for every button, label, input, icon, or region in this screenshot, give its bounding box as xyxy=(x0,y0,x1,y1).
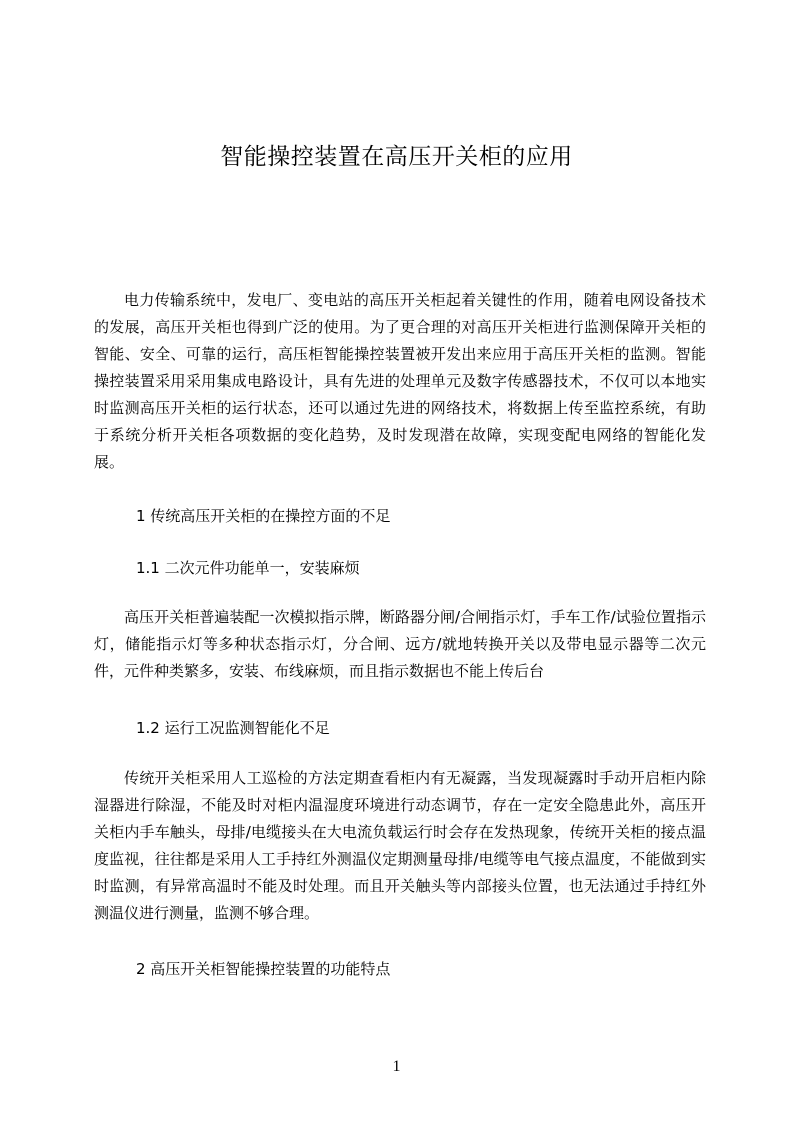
intro-paragraph: 电力传输系统中，发电厂、变电站的高压开关柜起着关键性的作用，随着电网设备技术的发展，高压开关柜也得到广泛的使用。为了更合理的对高压开关柜进行监测保障开关柜的智能、安全、可靠的运行，高压柜智能操控装置被开发出来应用于高压开关柜的监测。智能操控装置采用采用集成电路设计，具有先进的处理单元及数字传感器技术，不仅可以本地实时监测高压开关柜的运行状态，还可以通过先进的网络技术，将数据上传至监控系统，有助于系统分析开关柜各项数据的变化趋势，及时发现潜在故障，实现变配电网络的智能化发展。 xyxy=(94,291,706,471)
section-heading-2: 2 高压开关柜智能操控装置的功能特点 xyxy=(136,960,391,978)
subsection-heading-1-2: 1.2 运行工况监测智能化不足 xyxy=(136,719,330,737)
section-heading-1: 1 传统高压开关柜的在操控方面的不足 xyxy=(136,507,391,525)
subsection-heading-1-1: 1.1 二次元件功能单一，安装麻烦 xyxy=(136,559,360,577)
page-number: 1 xyxy=(392,1058,401,1075)
document-title: 智能操控装置在高压开关柜的应用 xyxy=(220,144,573,170)
subsection-1-1-paragraph: 高压开关柜普遍装配一次模拟指示牌，断路器分闸/合闸指示灯，手车工作/试验位置指示灯，储能指示灯等多种状态指示灯，分合闸、远方/就地转换开关以及带电显示器等二次元件，元件种类繁多，安装、布线麻烦，而且指示数据也不能上传后台 xyxy=(94,608,706,680)
subsection-1-2-paragraph: 传统开关柜采用人工巡检的方法定期查看柜内有无凝露，当发现凝露时手动开启柜内除湿器进行除湿，不能及时对柜内温湿度环境进行动态调节，存在一定安全隐患此外，高压开关柜内手车触头，母排/电缆接头在大电流负载运行时会存在发热现象，传统开关柜的接点温度监视，往往都是采用人工手持红外测温仪定期测量母排/电缆等电气接点温度，不能做到实时监测，有异常高温时不能及时处理。而且开关触头等内部接头位置，也无法通过手持红外测温仪进行测量，监测不够合理。 xyxy=(94,769,706,922)
